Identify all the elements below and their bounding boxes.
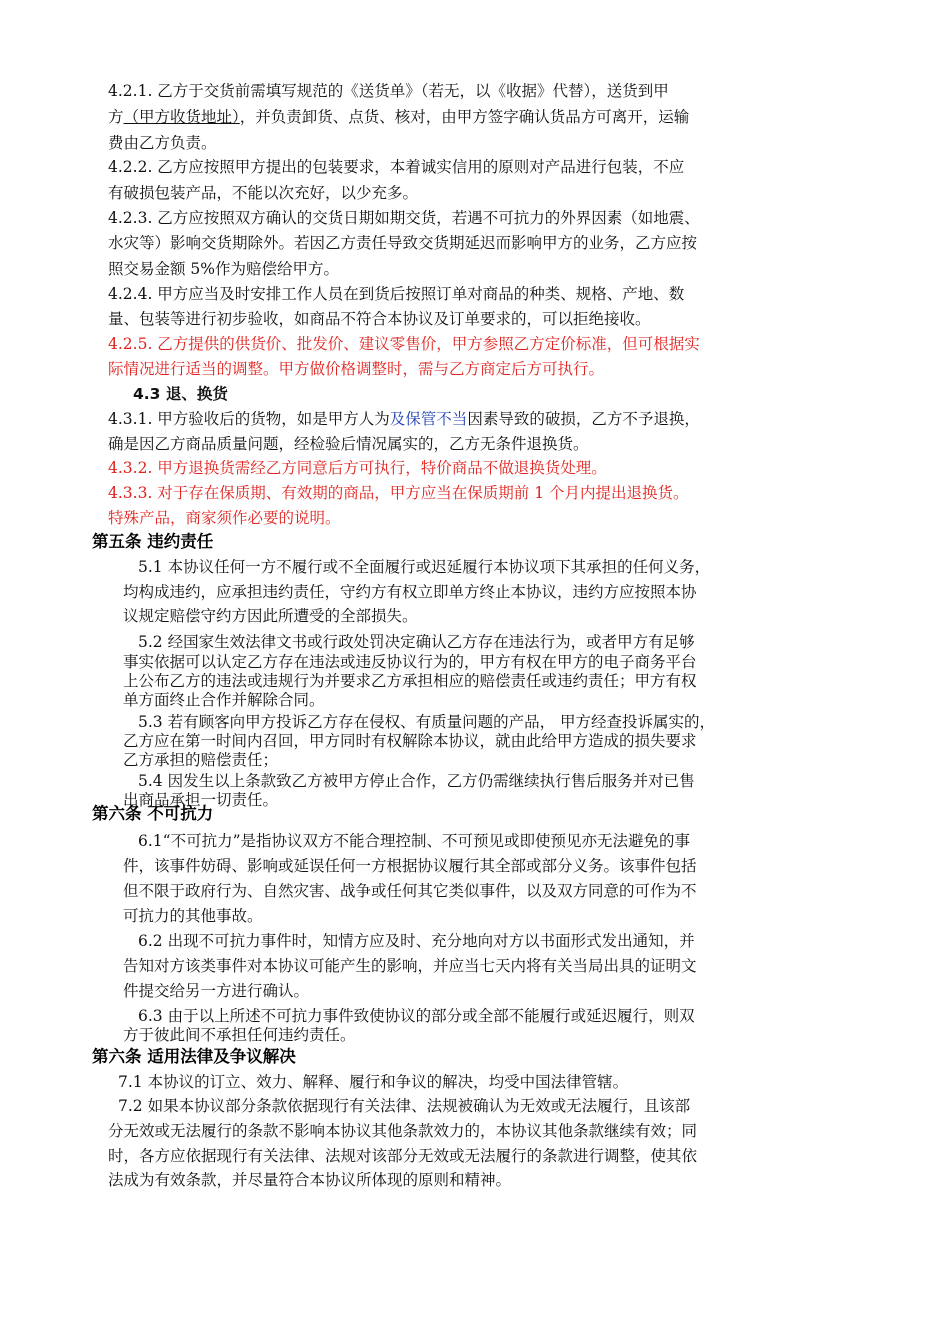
- clause-6-1-line-2: 件，该事件妨碍、影响或延误任何一方根据协议履行其全部或部分义务。该事件包括: [123, 857, 697, 875]
- clause-6-1-line-1: 6.1“不可抗力”是指协议双方不能合理控制、不可预见或即使预见亦无法避免的事: [138, 832, 691, 850]
- clause-6-3-line-1: 6.3 由于以上所述不可抗力事件致使协议的部分或全部不能履行或延迟履行，则双: [138, 1007, 695, 1025]
- clause-5-2-line-3: 上公布乙方的违法或违规行为并要求乙方承担相应的赔偿责任或违约责任；甲方有权: [123, 672, 697, 690]
- clause-4-3-1-highlight: 及保管不当: [389, 410, 468, 428]
- clause-6-2-line-1: 6.2 出现不可抗力事件时，知情方应及时、充分地向对方以书面形式发出通知，并: [138, 932, 695, 950]
- clause-4-2-1-line-2: [108, 106, 689, 128]
- article-6-title: 第六条 不可抗力: [92, 804, 214, 823]
- clause-4-2-1-line-1: 4.2.1. 乙方于交货前需填写规范的《送货单》（若无，以《收据》代替），送货到甲: [108, 82, 669, 100]
- clause-4-2-3-line-3: 照交易金额 5%作为赔偿给甲方。: [108, 260, 340, 278]
- clause-4-2-1-text-cont: ，并负责卸货、点货、核对，由甲方签字确认货品方可离开，运输: [239, 108, 690, 126]
- clause-4-2-3-line-2: 水灾等）影响交货期除外。若因乙方责任导致交货期延迟而影响甲方的业务，乙方应按: [108, 234, 698, 252]
- clause-5-2-line-2: 事实依据可以认定乙方存在违法或违反协议行为的，甲方有权在甲方的电子商务平台: [123, 653, 697, 671]
- clause-4-3-1-line-2: 确是因乙方商品质量问题，经检验后情况属实的，乙方无条件退换货。: [108, 435, 589, 453]
- clause-5-1-line-3: 议规定赔偿守约方因此所遭受的全部损失。: [123, 607, 418, 625]
- clause-4-3-1-line-1: [108, 408, 700, 430]
- clause-6-2-line-2: 告知对方该类事件对本协议可能产生的影响，并应当七天内将有关当局出具的证明文: [123, 957, 697, 975]
- clause-6-3-line-2: 方于彼此间不承担任何违约责任。: [123, 1026, 356, 1044]
- clause-4-2-4-line-1: 4.2.4. 甲方应当及时安排工作人员在到货后按照订单对商品的种类、规格、产地、数: [108, 285, 685, 303]
- clause-5-2-line-4: 单方面终止合作并解除合同。: [123, 691, 325, 709]
- section-4-3-title: 4.3 退、换货: [133, 385, 228, 403]
- clause-7-2-line-3: 时，各方应依据现行有关法律、法规对该部分无效或无法履行的条款进行调整，使其依: [108, 1147, 698, 1165]
- clause-4-2-5-line-2: 际情况进行适当的调整。甲方做价格调整时，需与乙方商定后方可执行。: [108, 360, 605, 378]
- clause-5-3-line-1: 5.3 若有顾客向甲方投诉乙方存在侵权、有质量问题的产品， 甲方经查投诉属实的，: [138, 713, 716, 731]
- clause-4-2-1-text: 方: [108, 108, 124, 126]
- clause-6-1-line-3: 但不限于政府行为、自然灾害、战争或任何其它类似事件，以及双方同意的可作为不: [123, 882, 697, 900]
- clause-6-1-line-4: 可抗力的其他事故。: [123, 907, 263, 925]
- clause-4-3-1-text: 4.3.1. 甲方验收后的货物，如是甲方人为: [108, 410, 390, 428]
- clause-5-3-line-2: 乙方应在第一时间内召回，甲方同时有权解除本协议，就由此给甲方造成的损失要求: [123, 732, 697, 750]
- delivery-address-placeholder: （甲方收货地址）: [123, 108, 240, 126]
- clause-4-2-3-line-1: 4.2.3. 乙方应按照双方确认的交货日期如期交货，若遇不可抗力的外界因素（如地震、: [108, 209, 700, 227]
- clause-4-2-4-line-2: 量、包装等进行初步验收，如商品不符合本协议及订单要求的，可以拒绝接收。: [108, 310, 651, 328]
- clause-5-4-line-1: 5.4 因发生以上条款致乙方被甲方停止合作，乙方仍需继续执行售后服务并对已售: [138, 772, 695, 790]
- clause-7-2-line-4: 法成为有效条款，并尽量符合本协议所体现的原则和精神。: [108, 1171, 512, 1189]
- article-5-title: 第五条 违约责任: [92, 532, 214, 551]
- clause-6-2-line-3: 件提交给另一方进行确认。: [123, 982, 310, 1000]
- clause-4-3-3-line-1: 4.3.3. 对于存在保质期、有效期的商品，甲方应当在保质期前 1 个月内提出退换货。: [108, 484, 689, 502]
- clause-4-3-2-line-1: 4.3.2. 甲方退换货需经乙方同意后方可执行，特价商品不做退换货处理。: [108, 459, 607, 477]
- clause-7-2-line-2: 分无效或无法履行的条款不影响本协议其他条款效力的，本协议其他条款继续有效；同: [108, 1122, 698, 1140]
- clause-4-2-2-line-1: 4.2.2. 乙方应按照甲方提出的包装要求，本着诚实信用的原则对产品进行包装，不应: [108, 158, 685, 176]
- clause-5-4-line-2: 出商品承担一切责任。: [123, 791, 279, 809]
- clause-4-2-5-line-1: 4.2.5. 乙方提供的供货价、批发价、建议零售价，甲方参照乙方定价标准，但可根据实: [108, 335, 700, 353]
- clause-5-2-line-1: 5.2 经国家生效法律文书或行政处罚决定确认乙方存在违法行为，或者甲方有足够: [138, 633, 695, 651]
- clause-5-3-line-3: 乙方承担的赔偿责任；: [123, 751, 279, 769]
- clause-5-1-line-2: 均构成违约，应承担违约责任，守约方有权立即单方终止本协议，违约方应按照本协: [123, 583, 697, 601]
- clause-7-2-line-1: 7.2 如果本协议部分条款依据现行有关法律、法规被确认为无效或无法履行，且该部: [118, 1097, 691, 1115]
- clause-5-1-line-1: 5.1 本协议任何一方不履行或不全面履行或迟延履行本协议项下其承担的任何义务，: [138, 558, 711, 576]
- clause-4-3-1-text-cont: 因素导致的破损，乙方不予退换，: [467, 410, 700, 428]
- clause-7-1-line-1: 7.1 本协议的订立、效力、解释、履行和争议的解决，均受中国法律管辖。: [118, 1073, 629, 1091]
- clause-4-2-2-line-2: 有破损包装产品，不能以次充好，以少充多。: [108, 184, 419, 202]
- article-7-title: 第六条 适用法律及争议解决: [92, 1047, 296, 1066]
- clause-4-3-3-line-2: 特殊产品，商家须作必要的说明。: [108, 509, 341, 527]
- clause-4-2-1-line-3: 费由乙方负责。: [108, 134, 217, 152]
